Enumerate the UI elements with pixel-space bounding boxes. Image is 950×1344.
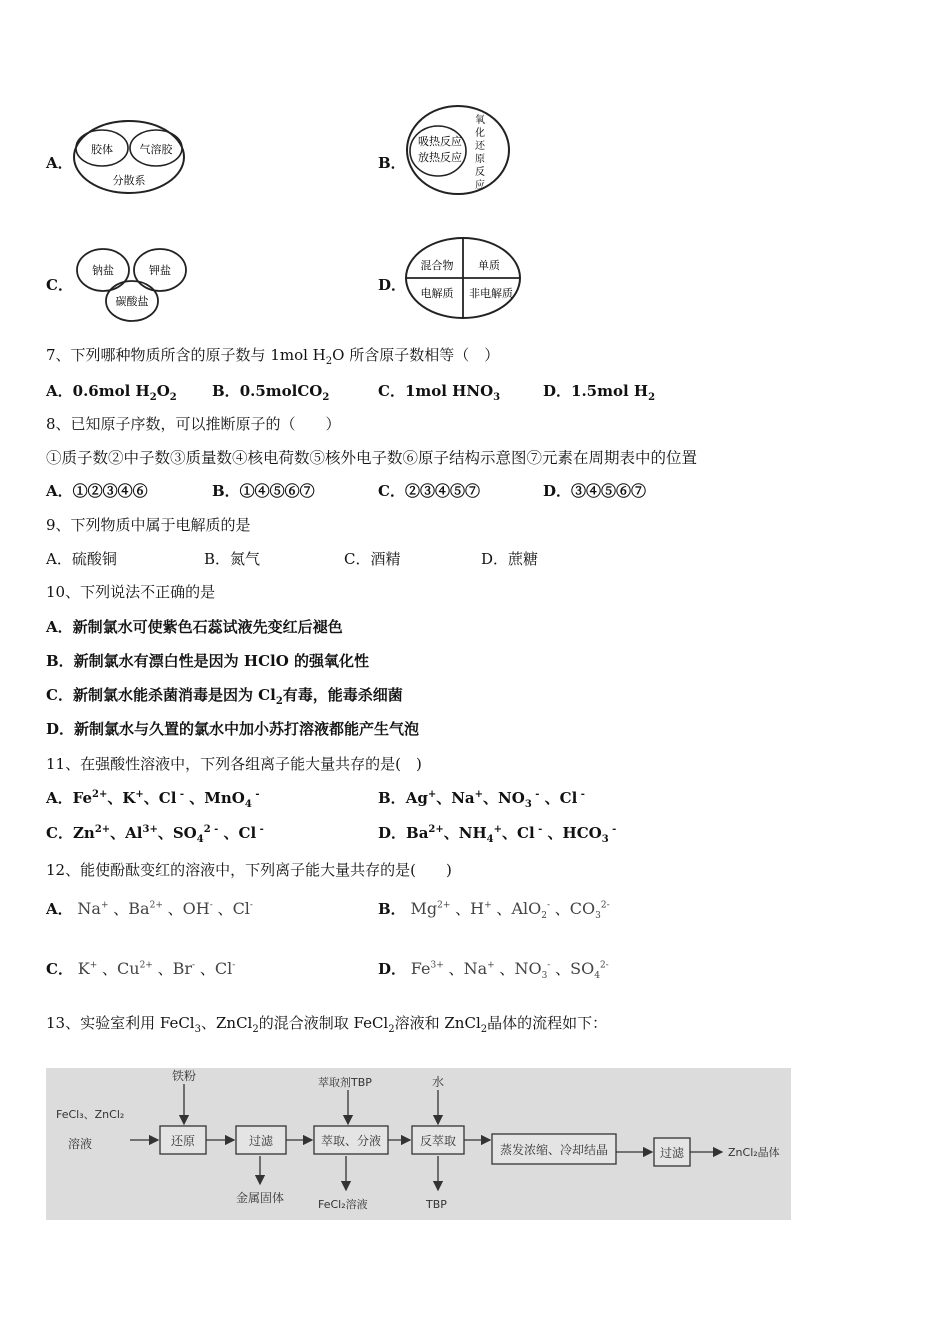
q7-option-d[interactable]: D．1.5mol $H_2$ xyxy=(543,382,656,403)
q9-option-d[interactable]: D．蔗糖 xyxy=(481,550,539,568)
q6-d-element: 单质 xyxy=(478,259,500,272)
q6-b-side-3: 还 xyxy=(475,141,485,152)
flow-reagent-tbp: 萃取剂TBP xyxy=(318,1076,372,1089)
q6-diagram-a xyxy=(72,118,188,196)
q12-option-c[interactable]: C． K+ 、$Cu^{2+}$ 、Br- 、Cl- xyxy=(46,959,236,978)
q9-stem: 9、下列物质中属于电解质的是 xyxy=(46,516,251,534)
q6-a-dispersion: 分散系 xyxy=(112,174,146,187)
q6-b-side-6: 应 xyxy=(475,180,485,191)
q6-d-nonelectrolyte: 非电解质 xyxy=(469,287,513,300)
q8-option-d[interactable]: D．③④⑤⑥⑦ xyxy=(543,482,647,500)
q6-b-endothermic: 吸热反应 xyxy=(418,135,462,148)
q6-option-c-label[interactable]: C． xyxy=(46,276,73,294)
flow-step-evaporate: 蒸发浓缩、冷却结晶 xyxy=(499,1143,609,1157)
flow-input-line2: 溶液 xyxy=(68,1137,93,1151)
flow-step-filter2: 过滤 xyxy=(659,1146,685,1160)
flow-step-back-extract: 反萃取 xyxy=(419,1134,457,1148)
q7-option-b[interactable]: B．0.5molCO$_2$ xyxy=(212,382,330,403)
q10-stem: 10、下列说法不正确的是 xyxy=(46,583,216,601)
flow-step-reduce: 还原 xyxy=(170,1134,196,1148)
flow-input-line1: FeCl₃、ZnCl₂ xyxy=(56,1108,125,1121)
flow-out-tbp: TBP xyxy=(426,1198,447,1211)
q6-b-side-2: 化 xyxy=(475,128,485,139)
q10-option-b[interactable]: B．新制氯水有漂白性是因为 HClO 的强氧化性 xyxy=(46,652,369,670)
q6-b-exothermic: 放热反应 xyxy=(418,151,462,164)
q7-stem: 7、下列哪种物质所含的原子数与 1mol $H_2O$ 所含原子数相等（ ） xyxy=(46,346,500,367)
flowchart-svg xyxy=(46,1068,791,1220)
q6-diagram-d xyxy=(403,235,523,321)
q8-option-b[interactable]: B．①④⑤⑥⑦ xyxy=(212,482,315,500)
q13-stem: 13、实验室利用 FeCl$_3$、ZnCl$_2$的混合液制取 FeCl$_2$溶液和 ZnCl$_2$晶体的流程如下： xyxy=(46,1014,608,1035)
q8-items: ①质子数②中子数③质量数④核电荷数⑤核外电子数⑥原子结构示意图⑦元素在周期表中的位置 xyxy=(46,449,698,467)
q11-option-a[interactable]: A．$Fe^{2+}$、K+、Cl - 、MnO$_4$ - xyxy=(46,789,260,810)
q6-a-aerosol: 气溶胶 xyxy=(139,143,173,156)
q6-option-d-label[interactable]: D． xyxy=(378,276,407,294)
flow-step-filter1: 过滤 xyxy=(248,1134,274,1148)
q12-option-d[interactable]: D． $Fe^{3+}$ 、Na+ 、$NO_3^-$ 、$SO_4^{2-}$ xyxy=(378,959,609,982)
q8-option-c[interactable]: C．②③④⑤⑦ xyxy=(378,482,480,500)
q12-option-a[interactable]: A． Na+ 、$Ba^{2+}$ 、OH- 、Cl- xyxy=(46,899,253,918)
q6-b-side-1: 氧 xyxy=(475,115,485,126)
q7-option-a[interactable]: A．0.6mol $H_2O_2$ xyxy=(46,382,177,403)
q10-option-c[interactable]: C．新制氯水能杀菌消毒是因为 $Cl_2$有毒，能毒杀细菌 xyxy=(46,686,403,707)
q8-stem: 8、已知原子序数，可以推断原子的（ ） xyxy=(46,415,341,433)
flowchart xyxy=(46,1068,791,1220)
q6-diagram-b xyxy=(404,103,512,197)
q11-option-c[interactable]: C．$Zn^{2+}$、$Al^{3+}$、$SO_4^{2 -}$ 、Cl - xyxy=(46,824,264,845)
q9-option-b[interactable]: B．氮气 xyxy=(204,550,261,568)
q6-c-carbonate: 碳酸盐 xyxy=(115,295,149,308)
q11-option-d[interactable]: D．$Ba^{2+}$、$NH_4^+$、Cl - 、$HCO_3$ - xyxy=(378,824,617,845)
q6-c-sodium-salt: 钠盐 xyxy=(92,264,114,277)
q8-option-a[interactable]: A．①②③④⑥ xyxy=(46,482,148,500)
q11-option-b[interactable]: B．Ag+、Na+、$NO_3$ - 、Cl - xyxy=(378,789,585,810)
q6-b-side-4: 原 xyxy=(475,154,485,165)
q9-option-c[interactable]: C．酒精 xyxy=(344,550,401,568)
flow-step-extract: 萃取、分液 xyxy=(320,1134,382,1148)
q10-option-a[interactable]: A．新制氯水可使紫色石蕊试液先变红后褪色 xyxy=(46,618,343,636)
q12-stem: 12、能使酚酞变红的溶液中，下列离子能大量共存的是( ) xyxy=(46,861,452,879)
q6-option-b-label[interactable]: B． xyxy=(378,154,406,172)
q6-c-potassium-salt: 钾盐 xyxy=(149,264,171,277)
flow-reagent-iron: 铁粉 xyxy=(172,1069,197,1083)
flow-reagent-water: 水 xyxy=(432,1075,445,1089)
q11-stem: 11、在强酸性溶液中，下列各组离子能大量共存的是( ) xyxy=(46,755,422,773)
q6-option-a-label[interactable]: A． xyxy=(46,154,73,172)
q9-option-a[interactable]: A．硫酸铜 xyxy=(46,550,117,568)
q12-option-b[interactable]: B． $Mg^{2+}$ 、H+ 、AlO$_2$- 、$CO_3^{2-}$ xyxy=(378,899,610,922)
flow-product: ZnCl₂晶体 xyxy=(728,1146,780,1159)
q6-a-colloid: 胶体 xyxy=(91,143,113,156)
flow-out-fecl2: FeCl₂溶液 xyxy=(318,1198,368,1211)
q6-diagram-c xyxy=(74,246,190,324)
q6-d-electrolyte: 电解质 xyxy=(420,287,454,300)
q6-b-side-5: 反 xyxy=(475,167,485,178)
q10-option-d[interactable]: D．新制氯水与久置的氯水中加小苏打溶液都能产生气泡 xyxy=(46,720,420,738)
flow-out-metal: 金属固体 xyxy=(236,1191,285,1205)
q6-d-mixture: 混合物 xyxy=(420,259,454,272)
q7-option-c[interactable]: C．1mol $HNO_3$ xyxy=(378,382,501,403)
